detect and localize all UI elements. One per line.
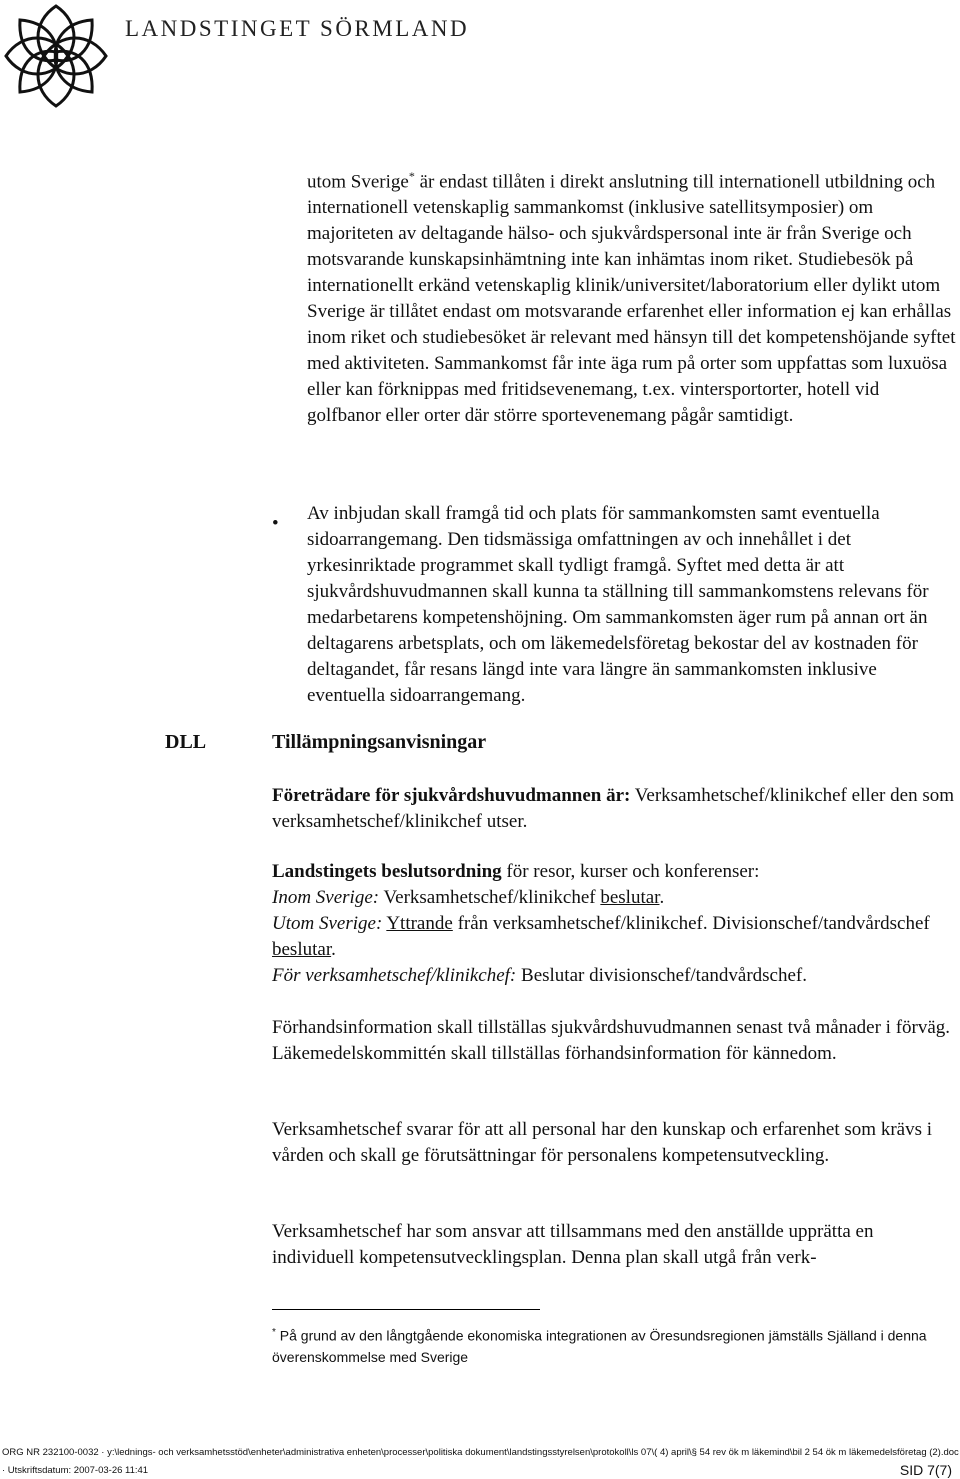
inside-sweden-label: Inom Sverige: <box>272 887 380 908</box>
intro-start: utom Sverige <box>307 171 409 193</box>
development-plan-paragraph: Verksamhetschef har som ansvar att tillsammans med den anställde upprätta en individuell kompetensutvecklingsplan. Denna plan skall utgå från verk- <box>272 1221 874 1268</box>
footnote-divider <box>272 1309 540 1310</box>
decision-label-rest: för resor, kurser och konferenser: <box>501 861 760 882</box>
manager-text: Beslutar divisionschef/tandvårdschef. <box>516 965 807 986</box>
decision-paragraph <box>272 859 958 989</box>
inside-sweden-end: . <box>659 887 665 908</box>
outside-sweden-decides: beslutar <box>272 939 332 960</box>
representative-paragraph <box>272 783 958 835</box>
intro-rest: är endast tillåten i direkt anslutning till internationell utbildning och internationell vetenskaplig sammankomst (inklusive satellitsymposier) om majoriteten av deltagande hälso- och sjukvårdspersonal inte är från Sverige och motsvarande kunskapsinhämtning inte kan inhämtas inom riket. Studiebesök på internationellt erkänd vetenskaplig klinik/universitet/laboratorium eller dylikt utom Sverige är tillåtet endast om motsvarande erfarenhet eller information ej kan erhållas inom riket och studiebesöket är relevant med hänsyn till det kompetenshöjande syftet med aktiviteten. Sammankomst får inte äga rum på orter som uppfattas som luxuösa eller kan förknippas med fritidsevenemang, t.ex. vintersportorter, hotell vid golfbanor eller orter där större sportevenemang pågår samtidigt. <box>307 171 956 427</box>
responsibility-paragraph: Verksamhetschef svarar för att all personal har den kunskap och erfarenhet som krävs i vården och skall ge förutsättningar för personalens kompetensutveckling. <box>272 1119 932 1166</box>
page-number: SID 7(7) <box>899 1462 952 1478</box>
footer-print-date: · Utskriftsdatum: 2007-03-26 11:41 <box>2 1465 149 1476</box>
organization-name: LANDSTINGET SÖRMLAND <box>125 16 470 41</box>
inside-sweden-text: Verksamhetschef/klinikchef <box>379 887 601 908</box>
manager-label: För verksamhetschef/klinikchef: <box>272 965 517 986</box>
outside-sweden-end: . <box>331 939 336 960</box>
advance-info-paragraph: Förhandsinformation skall tillställas sjukvårdshuvudmannen senast två månader i förväg. Läkemedelskommittén skall tillställas förhandsinformation för kännedom. <box>272 1017 951 1064</box>
landstinget-logo-icon <box>2 2 110 110</box>
inside-sweden-decides: beslutar <box>600 887 660 908</box>
representative-label: Företrädare för sjukvårdshuvudmannen är: <box>272 785 631 806</box>
outside-sweden-statement: Yttrande <box>386 913 453 934</box>
margin-label: DLL <box>165 731 207 753</box>
bullet-icon: • <box>272 513 279 534</box>
footnote-text: På grund av den långtgående ekonomiska integrationen av Öresundsregionen jämställs Själland i denna överenskommelse med Sverige <box>272 1327 927 1365</box>
footnote <box>272 1322 952 1368</box>
bullet-paragraph: Av inbjudan skall framgå tid och plats för sammankomsten samt eventuella sidoarrangemang. Den tidsmässiga omfattningen av och innehållet i det yrkesinriktade programmet skall tydligt framgå. Syftet med detta är att sjukvårdshuvudmannen skall kunna ta ställning till sammankomstens relevans för medarbetarens kompetenshöjning. Om sammankomsten äger rum på annan ort än deltagarens arbetsplats, och om läkemedelsföretag bekostar del av kostnaden för deltagandet, får resans längd inte vara längre än sammankomsten inklusive eventuella sidoarrangemang. <box>307 503 929 706</box>
intro-paragraph <box>307 163 957 429</box>
decision-label: Landstingets beslutsordning <box>272 861 502 882</box>
outside-sweden-text: från verksamhetschef/klinikchef. Divisionschef/tandvårdschef <box>452 913 930 934</box>
footnote-marker: * <box>272 1327 276 1338</box>
outside-sweden-label: Utom Sverige: <box>272 913 383 934</box>
section-heading: Tillämpningsanvisningar <box>272 731 487 753</box>
footer-path: ORG NR 232100-0032 · y:\lednings- och verksamhetsstöd\enheter\administrativa enheten\processer\politiska dokument\landstingsstyrelsen\protokoll\ls 07\( 4) april\§ 54 rev ök m läkemind\bil 2 54 ök m läkemedelsföretag (2).doc <box>2 1447 959 1458</box>
footnote-ref: * <box>408 169 415 183</box>
representative-text: Verksamhetschef/klinikchef eller den som verksamhetschef/klinikchef utser. <box>272 785 954 832</box>
